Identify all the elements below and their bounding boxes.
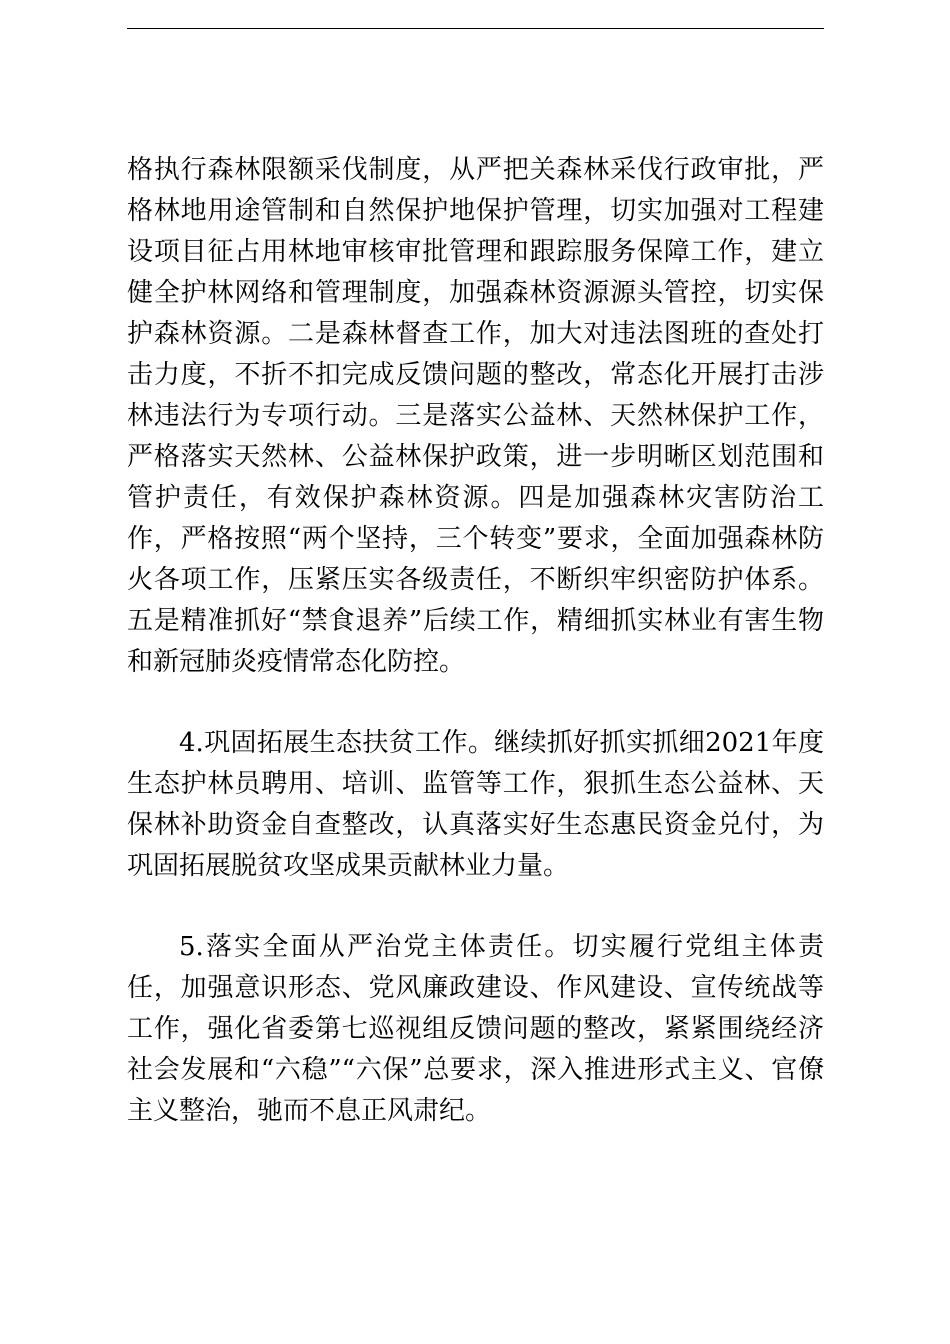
- document-body: [127, 150, 824, 1132]
- header-rule: [127, 28, 824, 29]
- paragraph-forest-protection: 格执行森林限额采伐制度，从严把关森林采伐行政审批，严格林地用途管制和自然保护地保护管理，切实加强对工程建设项目征占用林地审核审批管理和跟踪服务保障工作，建立健全护林网络和管理制度，加强森林资源源头管控，切实保护森林资源。二是森林督查工作，加大对违法图班的查处打击力度，不折不扣完成反馈问题的整改，常态化开展打击涉林违法行为专项行动。三是落实公益林、天然林保护工作，严格落实天然林、公益林保护政策，进一步明晰区划范围和管护责任，有效保护森林资源。四是加强森林灾害防治工作，严格按照“两个坚持，三个转变”要求，全面加强森林防火各项工作，压紧压实各级责任，不断织牢织密防护体系。五是精准抓好“禁食退养”后续工作，精细抓实林业有害生物和新冠肺炎疫情常态化防控。: [127, 155, 824, 677]
- paragraph-party-responsibility: 5.落实全面从严治党主体责任。切实履行党组主体责任，加强意识形态、党风廉政建设、作风建设、宣传统战等工作，强化省委第七巡视组反馈问题的整改，紧紧围绕经济社会发展和“六稳”“六保”总要求，深入推进形式主义、官僚主义整治，驰而不息正风肃纪。: [127, 932, 824, 1126]
- paragraph-eco-poverty: 4.巩固拓展生态扶贫工作。继续抓好抓实抓细2021年度生态护林员聘用、培训、监管等工作，狠抓生态公益林、天保林补助资金自查整改，认真落实好生态惠民资金兑付，为巩固拓展脱贫攻坚成果贡献林业力量。: [127, 728, 824, 881]
